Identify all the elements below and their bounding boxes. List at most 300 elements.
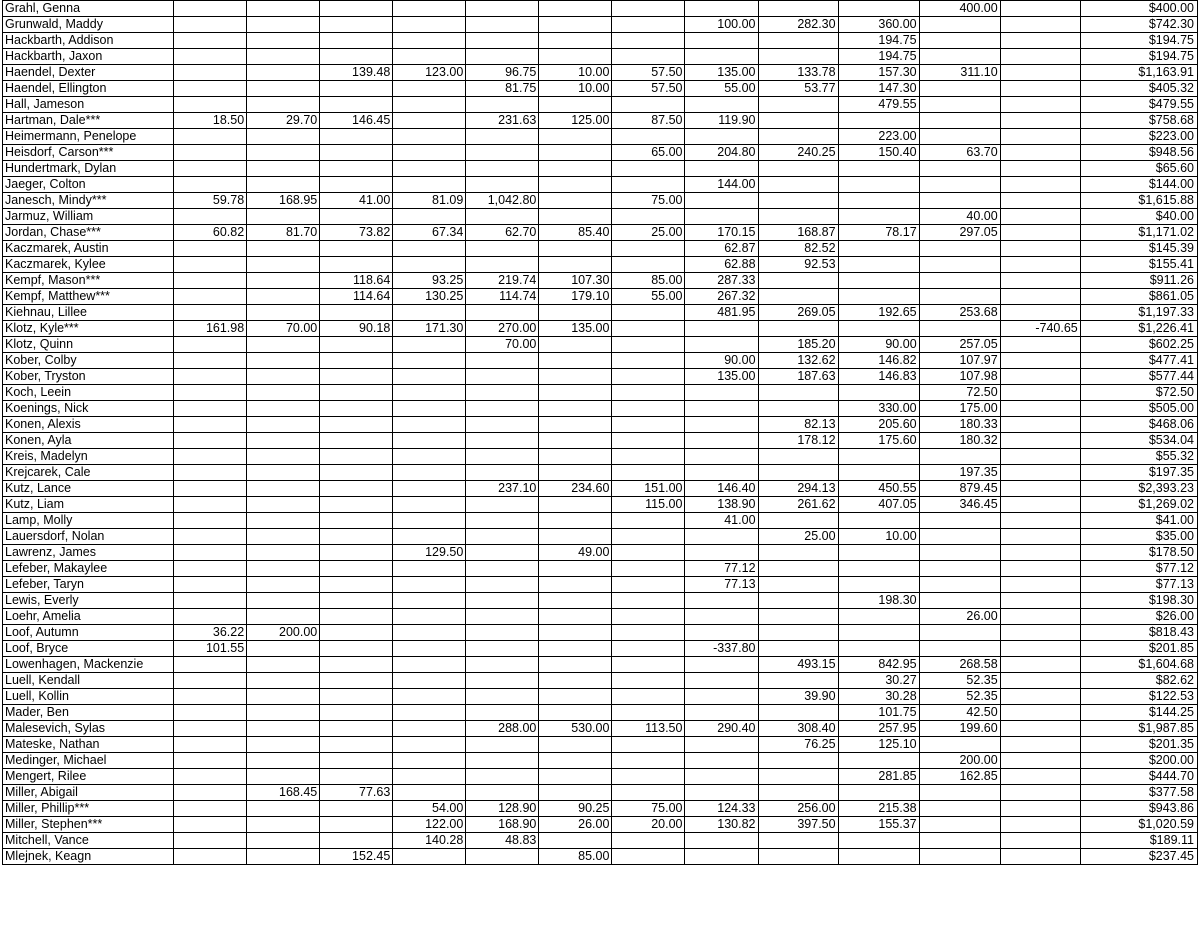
amount-cell [174, 801, 247, 817]
amount-cell: 113.50 [612, 721, 685, 737]
amount-cell [174, 385, 247, 401]
amount-cell [393, 609, 466, 625]
amount-cell [247, 817, 320, 833]
amount-cell: 171.30 [393, 321, 466, 337]
amount-cell: 139.48 [320, 65, 393, 81]
amount-cell [320, 561, 393, 577]
amount-cell [174, 497, 247, 513]
amount-cell [247, 465, 320, 481]
amount-cell: 81.75 [466, 81, 539, 97]
amount-cell [919, 177, 1000, 193]
amount-cell [758, 321, 838, 337]
amount-cell [320, 625, 393, 641]
amount-cell [466, 705, 539, 721]
amount-cell [685, 321, 758, 337]
amount-cell: 70.00 [247, 321, 320, 337]
name-cell: Lawrenz, James [3, 545, 174, 561]
amount-cell [247, 545, 320, 561]
table-row [3, 353, 1198, 369]
amount-cell: 287.33 [685, 273, 758, 289]
amount-cell [685, 433, 758, 449]
amount-cell: 57.50 [612, 65, 685, 81]
amount-cell [320, 17, 393, 33]
amount-cell [174, 273, 247, 289]
amount-cell [393, 689, 466, 705]
amount-cell: 288.00 [466, 721, 539, 737]
name-cell: Loof, Autumn [3, 625, 174, 641]
amount-cell: 25.00 [612, 225, 685, 241]
amount-cell [838, 193, 919, 209]
amount-cell [320, 513, 393, 529]
amount-cell [466, 513, 539, 529]
amount-cell: 450.55 [838, 481, 919, 497]
amount-cell [320, 801, 393, 817]
amount-cell: 123.00 [393, 65, 466, 81]
amount-cell [612, 785, 685, 801]
amount-cell [393, 129, 466, 145]
name-cell: Loof, Bryce [3, 641, 174, 657]
amount-cell [247, 417, 320, 433]
amount-cell [1000, 769, 1080, 785]
amount-cell [539, 465, 612, 481]
amount-cell [247, 241, 320, 257]
table-row [3, 449, 1198, 465]
amount-cell [174, 849, 247, 865]
amount-cell [466, 625, 539, 641]
amount-cell [685, 673, 758, 689]
amount-cell [247, 129, 320, 145]
amount-cell: 530.00 [539, 721, 612, 737]
amount-cell [393, 513, 466, 529]
amount-cell: 346.45 [919, 497, 1000, 513]
amount-cell [466, 785, 539, 801]
amount-cell: 256.00 [758, 801, 838, 817]
amount-cell [393, 353, 466, 369]
table-row [3, 113, 1198, 129]
amount-cell [320, 417, 393, 433]
amount-cell [247, 801, 320, 817]
amount-cell [685, 769, 758, 785]
amount-cell: 52.35 [919, 689, 1000, 705]
amount-cell: 48.83 [466, 833, 539, 849]
amount-cell [1000, 801, 1080, 817]
amount-cell: 215.38 [838, 801, 919, 817]
amount-cell [838, 753, 919, 769]
table-row [3, 705, 1198, 721]
amount-cell [247, 721, 320, 737]
amount-cell: 29.70 [247, 113, 320, 129]
amount-cell [758, 401, 838, 417]
amount-cell [247, 641, 320, 657]
amount-cell: 75.00 [612, 801, 685, 817]
amount-cell [247, 481, 320, 497]
total-cell: $26.00 [1080, 609, 1197, 625]
amount-cell: 42.50 [919, 705, 1000, 721]
amount-cell [1000, 833, 1080, 849]
amount-cell [919, 273, 1000, 289]
amount-cell [247, 705, 320, 721]
amount-cell [539, 705, 612, 721]
amount-cell: 129.50 [393, 545, 466, 561]
amount-cell [539, 177, 612, 193]
amount-cell [685, 401, 758, 417]
amount-cell [1000, 513, 1080, 529]
amount-cell [174, 769, 247, 785]
amount-cell [539, 497, 612, 513]
total-cell: $742.30 [1080, 17, 1197, 33]
amount-cell [393, 481, 466, 497]
amount-cell [758, 561, 838, 577]
amount-cell [758, 113, 838, 129]
amount-cell: 237.10 [466, 481, 539, 497]
amount-cell [612, 321, 685, 337]
total-cell: $468.06 [1080, 417, 1197, 433]
amount-cell [685, 849, 758, 865]
amount-cell: 282.30 [758, 17, 838, 33]
amount-cell [758, 449, 838, 465]
name-cell: Jaeger, Colton [3, 177, 174, 193]
amount-cell [919, 257, 1000, 273]
amount-cell [247, 401, 320, 417]
amount-cell [919, 321, 1000, 337]
amount-cell [612, 97, 685, 113]
table-row [3, 481, 1198, 497]
amount-cell: 100.00 [685, 17, 758, 33]
amount-cell: 294.13 [758, 481, 838, 497]
total-cell: $189.11 [1080, 833, 1197, 849]
amount-cell [919, 561, 1000, 577]
amount-cell [466, 177, 539, 193]
amount-cell [1000, 817, 1080, 833]
amount-cell [466, 769, 539, 785]
amount-cell [539, 369, 612, 385]
name-cell: Loehr, Amelia [3, 609, 174, 625]
amount-cell [393, 17, 466, 33]
table-row [3, 849, 1198, 865]
amount-cell: 257.95 [838, 721, 919, 737]
amount-cell: 20.00 [612, 817, 685, 833]
amount-cell [1000, 689, 1080, 705]
amount-cell [393, 465, 466, 481]
amount-cell [685, 33, 758, 49]
amount-cell [393, 161, 466, 177]
amount-cell [174, 97, 247, 113]
amount-cell [1000, 113, 1080, 129]
amount-cell [1000, 705, 1080, 721]
total-cell: $144.00 [1080, 177, 1197, 193]
amount-cell [466, 353, 539, 369]
amount-cell [393, 369, 466, 385]
total-cell: $197.35 [1080, 465, 1197, 481]
amount-cell [838, 833, 919, 849]
amount-cell [466, 641, 539, 657]
amount-cell [320, 641, 393, 657]
amount-cell [393, 849, 466, 865]
amount-cell [838, 161, 919, 177]
amount-cell [1000, 17, 1080, 33]
amount-cell [612, 689, 685, 705]
amount-cell [247, 353, 320, 369]
total-cell: $1,226.41 [1080, 321, 1197, 337]
amount-cell: 114.74 [466, 289, 539, 305]
amount-cell [919, 593, 1000, 609]
name-cell: Luell, Kendall [3, 673, 174, 689]
amount-cell [466, 385, 539, 401]
table-row [3, 609, 1198, 625]
amount-cell [1000, 737, 1080, 753]
amount-cell [1000, 465, 1080, 481]
amount-cell [919, 545, 1000, 561]
amount-cell [320, 465, 393, 481]
amount-cell: 36.22 [174, 625, 247, 641]
amount-cell: 281.85 [838, 769, 919, 785]
amount-cell: 200.00 [919, 753, 1000, 769]
amount-cell [1000, 273, 1080, 289]
amount-cell [466, 673, 539, 689]
amount-cell [539, 529, 612, 545]
amount-cell [247, 369, 320, 385]
amount-cell [174, 145, 247, 161]
amount-cell: 77.63 [320, 785, 393, 801]
table-row [3, 49, 1198, 65]
amount-cell: 18.50 [174, 113, 247, 129]
amount-cell [466, 545, 539, 561]
amount-cell [174, 609, 247, 625]
amount-cell: 140.28 [393, 833, 466, 849]
amount-cell [174, 545, 247, 561]
amount-cell [247, 97, 320, 113]
amount-cell: 85.00 [539, 849, 612, 865]
amount-cell [612, 833, 685, 849]
amount-cell: 87.50 [612, 113, 685, 129]
amount-cell: 39.90 [758, 689, 838, 705]
amount-cell [174, 129, 247, 145]
amount-cell [539, 449, 612, 465]
amount-cell [612, 1, 685, 17]
amount-cell: 290.40 [685, 721, 758, 737]
amount-cell [393, 417, 466, 433]
amount-cell: 269.05 [758, 305, 838, 321]
table-row [3, 225, 1198, 241]
amount-cell: 130.25 [393, 289, 466, 305]
amount-cell [612, 657, 685, 673]
amount-cell [393, 305, 466, 321]
total-cell: $602.25 [1080, 337, 1197, 353]
amount-cell: 479.55 [838, 97, 919, 113]
amount-cell [247, 305, 320, 321]
amount-cell: 231.63 [466, 113, 539, 129]
amount-cell [393, 577, 466, 593]
amount-cell [838, 545, 919, 561]
amount-cell: 161.98 [174, 321, 247, 337]
amount-cell: 481.95 [685, 305, 758, 321]
amount-cell [466, 417, 539, 433]
amount-cell: 62.88 [685, 257, 758, 273]
amount-cell [612, 241, 685, 257]
name-cell: Kaczmarek, Austin [3, 241, 174, 257]
amount-cell [539, 673, 612, 689]
total-cell: $77.13 [1080, 577, 1197, 593]
amount-cell [466, 753, 539, 769]
amount-cell: 81.70 [247, 225, 320, 241]
amount-cell [758, 625, 838, 641]
table-row [3, 673, 1198, 689]
total-cell: $577.44 [1080, 369, 1197, 385]
amount-cell [247, 577, 320, 593]
amount-cell: 62.87 [685, 241, 758, 257]
amount-cell [320, 673, 393, 689]
amount-cell: 85.00 [612, 273, 685, 289]
amount-cell [1000, 49, 1080, 65]
amount-cell [174, 177, 247, 193]
amount-cell [919, 161, 1000, 177]
amount-cell [174, 1, 247, 17]
amount-cell [466, 17, 539, 33]
amount-cell [320, 385, 393, 401]
amount-cell: 155.37 [838, 817, 919, 833]
amount-cell: -337.80 [685, 641, 758, 657]
amount-cell [758, 385, 838, 401]
amount-cell [320, 257, 393, 273]
amount-cell [685, 337, 758, 353]
amount-cell [539, 833, 612, 849]
amount-cell: 297.05 [919, 225, 1000, 241]
name-cell: Koch, Leein [3, 385, 174, 401]
amount-cell [466, 737, 539, 753]
table-row [3, 401, 1198, 417]
name-cell: Heisdorf, Carson*** [3, 145, 174, 161]
amount-cell [539, 737, 612, 753]
amount-cell: 101.75 [838, 705, 919, 721]
amount-cell: 144.00 [685, 177, 758, 193]
amount-cell: 26.00 [919, 609, 1000, 625]
amount-cell [685, 625, 758, 641]
amount-cell [758, 1, 838, 17]
amount-cell [393, 673, 466, 689]
table-row [3, 769, 1198, 785]
table-row [3, 241, 1198, 257]
total-cell: $1,987.85 [1080, 721, 1197, 737]
amount-cell [466, 689, 539, 705]
amount-cell [466, 145, 539, 161]
name-cell: Klotz, Quinn [3, 337, 174, 353]
name-cell: Konen, Alexis [3, 417, 174, 433]
amount-cell [393, 561, 466, 577]
amount-cell [174, 257, 247, 273]
amount-cell: 168.90 [466, 817, 539, 833]
amount-cell [539, 593, 612, 609]
name-cell: Lauersdorf, Nolan [3, 529, 174, 545]
amount-cell: 234.60 [539, 481, 612, 497]
amount-cell [758, 513, 838, 529]
amount-cell: 76.25 [758, 737, 838, 753]
total-cell: $444.70 [1080, 769, 1197, 785]
total-cell: $1,171.02 [1080, 225, 1197, 241]
amount-cell: 180.32 [919, 433, 1000, 449]
amount-cell [247, 65, 320, 81]
total-cell: $1,197.33 [1080, 305, 1197, 321]
amount-cell [539, 353, 612, 369]
amount-cell: 223.00 [838, 129, 919, 145]
amount-cell [466, 657, 539, 673]
amount-cell [393, 705, 466, 721]
amount-cell: 194.75 [838, 33, 919, 49]
amount-cell [1000, 65, 1080, 81]
amount-cell [612, 417, 685, 433]
amount-cell [1000, 417, 1080, 433]
amount-cell [174, 449, 247, 465]
amount-cell: 198.30 [838, 593, 919, 609]
amount-cell [174, 49, 247, 65]
amount-cell [539, 241, 612, 257]
amount-cell: 187.63 [758, 369, 838, 385]
amount-cell: 168.45 [247, 785, 320, 801]
amount-cell [539, 401, 612, 417]
amount-cell: 146.83 [838, 369, 919, 385]
name-cell: Jarmuz, William [3, 209, 174, 225]
amount-cell [539, 209, 612, 225]
total-cell: $194.75 [1080, 49, 1197, 65]
amount-cell [838, 257, 919, 273]
amount-cell [758, 545, 838, 561]
amount-cell [612, 369, 685, 385]
amount-cell [612, 673, 685, 689]
amount-cell [320, 721, 393, 737]
amount-cell [320, 81, 393, 97]
amount-cell: 81.09 [393, 193, 466, 209]
amount-cell: 270.00 [466, 321, 539, 337]
amount-cell [466, 305, 539, 321]
amount-cell: 59.78 [174, 193, 247, 209]
name-cell: Mitchell, Vance [3, 833, 174, 849]
amount-cell: 53.77 [758, 81, 838, 97]
name-cell: Mlejnek, Keagn [3, 849, 174, 865]
amount-cell [466, 497, 539, 513]
amount-cell: 197.35 [919, 465, 1000, 481]
amount-cell [247, 849, 320, 865]
total-cell: $82.62 [1080, 673, 1197, 689]
amount-cell: 185.20 [758, 337, 838, 353]
amount-cell [393, 721, 466, 737]
amount-cell [320, 353, 393, 369]
amount-cell [1000, 529, 1080, 545]
name-cell: Grunwald, Maddy [3, 17, 174, 33]
amount-cell [393, 401, 466, 417]
amount-cell: 168.95 [247, 193, 320, 209]
amount-cell: 162.85 [919, 769, 1000, 785]
name-cell: Haendel, Dexter [3, 65, 174, 81]
amount-cell [247, 689, 320, 705]
amount-cell [685, 97, 758, 113]
table-row [3, 385, 1198, 401]
amount-cell [174, 657, 247, 673]
amount-cell [466, 529, 539, 545]
amount-cell [758, 673, 838, 689]
amount-cell [174, 241, 247, 257]
amount-cell [393, 209, 466, 225]
table-row [3, 529, 1198, 545]
amount-cell [612, 849, 685, 865]
name-cell: Medinger, Michael [3, 753, 174, 769]
amount-cell [758, 129, 838, 145]
table-row [3, 465, 1198, 481]
amount-cell [174, 465, 247, 481]
amount-cell: 55.00 [685, 81, 758, 97]
total-cell: $1,269.02 [1080, 497, 1197, 513]
amount-cell: 1,042.80 [466, 193, 539, 209]
amount-cell [919, 577, 1000, 593]
amount-cell: 119.90 [685, 113, 758, 129]
